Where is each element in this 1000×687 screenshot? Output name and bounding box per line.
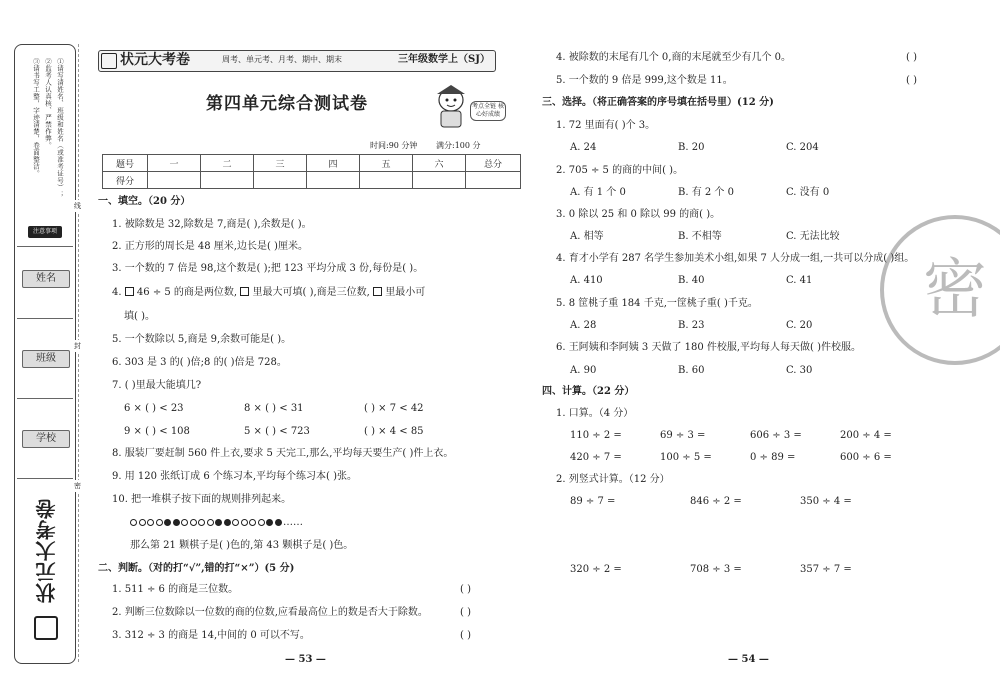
q7-item: ( ) × 4 < 85 [364, 426, 424, 437]
table-header-cell: 三 [254, 155, 307, 172]
choice-6: 6. 王阿姨和李阿姨 3 天做了 180 件校服,平均每人每天做( )件校服。 [556, 342, 862, 353]
sidebar-logo-text: 状元大考卷 [35, 498, 59, 603]
table-header-cell: 二 [201, 155, 254, 172]
white-piece-icon [241, 519, 248, 526]
blank-box-icon[interactable] [125, 287, 134, 296]
question-fill-2: 2. 正方形的周长是 48 厘米,边长是( )厘米。 [112, 241, 308, 252]
black-piece-icon [275, 519, 282, 526]
table-header-cell: 一 [148, 155, 201, 172]
white-piece-icon [207, 519, 214, 526]
sidebar-note-1: ①请写清姓名、班级和姓名（或准考证号）； [56, 58, 64, 198]
black-piece-icon [215, 519, 222, 526]
sidebar-logo [22, 498, 68, 648]
question-fill-9: 9. 用 120 张纸订成 6 个练习本,平均每个练习本( )张。 [112, 471, 358, 482]
calc-item: 420 ÷ 7 = [570, 452, 622, 463]
question-fill-5: 5. 一个数除以 5,商是 9,余数可能是( )。 [112, 334, 292, 345]
section-title-fill: 一、填空。（20 分） [98, 196, 191, 207]
chess-pieces [130, 517, 283, 528]
table-header-cell: 题号 [103, 155, 148, 172]
exam-time: 时间:90 分钟 [370, 141, 418, 150]
class-field-label: 班级 [22, 350, 70, 368]
q4-text-2: 里最大可填( ),商是三位数, [252, 287, 370, 298]
blank-box-icon[interactable] [373, 287, 382, 296]
calc-oral-title: 1. 口算。（4 分） [556, 408, 634, 419]
score-cell[interactable] [466, 172, 521, 189]
judge-5: 5. 一个数的 9 倍是 999,这个数是 11。 [556, 75, 733, 86]
question-fill-3: 3. 一个数的 7 倍是 98,这个数是( );把 123 平均分成 3 份,每份是( )。 [112, 263, 424, 274]
section-title-judge: 二、判断。（对的打“√”,错的打“×”）(5 分) [98, 563, 295, 574]
sidebar-divider [17, 398, 73, 399]
mascot-caption: 考点全链 核心好成绩 [470, 101, 506, 121]
choice-option: C. 30 [786, 365, 813, 376]
q4-text-1: 46 ÷ 5 的商是两位数, [136, 287, 238, 298]
choice-option: C. 没有 0 [786, 187, 830, 198]
white-piece-icon [139, 519, 146, 526]
white-piece-icon [198, 519, 205, 526]
section-title-calc: 四、计算。（22 分） [542, 386, 635, 397]
judge-3: 3. 312 ÷ 3 的商是 14,中间的 0 可以不写。 [112, 630, 310, 641]
choice-option: A. 有 1 个 0 [570, 187, 626, 198]
calc-item: 606 ÷ 3 = [750, 430, 802, 441]
calc-item: 0 ÷ 89 = [750, 452, 796, 463]
calc-item: 600 ÷ 6 = [840, 452, 892, 463]
question-fill-7: 7. ( )里最大能填几? [112, 380, 202, 391]
q4-text-3: 里最小可 [385, 287, 426, 298]
white-piece-icon [156, 519, 163, 526]
exam-score: 满分:100 分 [436, 141, 481, 150]
choice-option: C. 无法比较 [786, 231, 840, 242]
calc-item: 100 ÷ 5 = [660, 452, 712, 463]
score-table-header-row [103, 155, 521, 172]
answer-paren[interactable]: ( ) [906, 52, 917, 63]
calc-item: 200 ÷ 4 = [840, 430, 892, 441]
sidebar-note-2: ②监考人认真核、严禁作弊。 [44, 58, 52, 149]
score-cell[interactable] [307, 172, 360, 189]
white-piece-icon [181, 519, 188, 526]
q7-item: ( ) × 7 < 42 [364, 403, 424, 414]
score-table-row [103, 172, 521, 189]
table-header-cell: 五 [360, 155, 413, 172]
white-piece-icon [232, 519, 239, 526]
question-fill-6: 6. 303 是 3 的( )倍;8 的( )倍是 728。 [112, 357, 287, 368]
sidebar-note-3: ③请书写工整，字迹清楚，卷面整洁。 [32, 58, 40, 177]
blank-box-icon[interactable] [240, 287, 249, 296]
calc-item: 110 ÷ 2 = [570, 430, 622, 441]
judge-4: 4. 被除数的末尾有几个 0,商的末尾就至少有几个 0。 [556, 52, 791, 63]
score-table [102, 154, 521, 189]
cut-line [78, 44, 79, 662]
q7-item: 5 × ( ) < 723 [244, 426, 310, 437]
black-piece-icon [224, 519, 231, 526]
sidebar-divider [17, 478, 73, 479]
choice-option: A. 90 [570, 365, 597, 376]
notice-badge: 注意事项 [28, 226, 62, 238]
white-piece-icon [147, 519, 154, 526]
score-cell[interactable] [360, 172, 413, 189]
white-piece-icon [258, 519, 265, 526]
question-fill-10-b: 那么第 21 颗棋子是( )色的,第 43 颗棋子是( )色。 [130, 540, 354, 551]
pattern-ellipsis: …… [283, 517, 303, 528]
black-piece-icon [266, 519, 273, 526]
header-brand: 状元大考卷 [120, 52, 190, 68]
calc-item: 357 ÷ 7 = [800, 564, 852, 575]
choice-3: 3. 0 除以 25 和 0 除以 99 的商( )。 [556, 209, 721, 220]
calc-item: 708 ÷ 3 = [690, 564, 742, 575]
question-fill-1: 1. 被除数是 32,除数是 7,商是( ),余数是( )。 [112, 219, 312, 230]
header-tags: 周考、单元考、月考、期中、期末 [222, 55, 342, 64]
choice-option: B. 20 [678, 142, 705, 153]
header-grade: 三年级数学上（SJ） [398, 54, 490, 65]
sidebar-divider [17, 318, 73, 319]
calc-vertical-title: 2. 列竖式计算。（12 分） [556, 474, 670, 485]
sidebar-notes [18, 58, 72, 228]
white-piece-icon [249, 519, 256, 526]
black-piece-icon [173, 519, 180, 526]
sidebar-divider [17, 246, 73, 247]
score-cell[interactable] [254, 172, 307, 189]
choice-1: 1. 72 里面有( )个 3。 [556, 120, 656, 131]
choice-2: 2. 705 ÷ 5 的商的中间( )。 [556, 165, 684, 176]
judge-2: 2. 判断三位数除以一位数的商的位数,应看最高位上的数是否大于除数。 [112, 607, 428, 618]
choice-option: B. 23 [678, 320, 705, 331]
choice-option: A. 28 [570, 320, 597, 331]
score-cell[interactable] [413, 172, 466, 189]
page-number-left: — 53 — [285, 654, 326, 665]
answer-paren[interactable]: ( ) [460, 630, 471, 641]
page-number-right: — 54 — [728, 654, 769, 665]
table-header-cell: 六 [413, 155, 466, 172]
cut-label-line: 线 [74, 202, 81, 210]
q7-item: 8 × ( ) < 31 [244, 403, 304, 414]
calc-item: 89 ÷ 7 = [570, 496, 616, 507]
choice-option: C. 41 [786, 275, 813, 286]
chess-pattern [130, 517, 303, 529]
choice-option: A. 24 [570, 142, 597, 153]
calc-item: 350 ÷ 4 = [800, 496, 852, 507]
white-piece-icon [130, 519, 137, 526]
answer-paren[interactable]: ( ) [460, 607, 471, 618]
brand-icon [101, 53, 117, 69]
table-row-label: 得分 [103, 172, 148, 189]
calc-item: 320 ÷ 2 = [570, 564, 622, 575]
choice-4: 4. 育才小学有 287 名学生参加美术小组,如果 7 人分成一组,一共可以分成( )组。 [556, 253, 915, 264]
choice-option: B. 不相等 [678, 231, 722, 242]
q7-item: 6 × ( ) < 23 [124, 403, 184, 414]
cut-label-seal: 封 [74, 342, 81, 350]
table-header-cell: 四 [307, 155, 360, 172]
choice-option: C. 20 [786, 320, 813, 331]
cut-label-secret: 密 [74, 482, 81, 490]
page-title: 第四单元综合测试卷 [206, 94, 368, 114]
calc-item: 846 ÷ 2 = [690, 496, 742, 507]
choice-5: 5. 8 筐桃子重 184 千克,一筐桃子重( )千克。 [556, 298, 758, 309]
logo-mark-icon [34, 616, 58, 640]
confidential-stamp: 密 [880, 215, 1000, 365]
score-cell[interactable] [148, 172, 201, 189]
question-fill-10: 10. 把一堆棋子按下面的规则排列起来。 [112, 494, 292, 505]
choice-option: B. 有 2 个 0 [678, 187, 734, 198]
answer-paren[interactable]: ( ) [906, 75, 917, 86]
table-header-cell: 总分 [466, 155, 521, 172]
answer-paren[interactable]: ( ) [460, 584, 471, 595]
question-fill-4 [112, 287, 425, 299]
choice-option: A. 相等 [570, 231, 604, 242]
q7-item: 9 × ( ) < 108 [124, 426, 190, 437]
name-field-label: 姓名 [22, 270, 70, 288]
question-fill-4-cont: 填( )。 [124, 311, 155, 322]
score-cell[interactable] [201, 172, 254, 189]
choice-option: B. 60 [678, 365, 705, 376]
section-title-choice: 三、选择。（将正确答案的序号填在括号里）(12 分) [542, 97, 774, 108]
question-fill-8: 8. 服装厂要赶制 560 件上衣,要求 5 天完工,那么,平均每天要生产( )件上衣。 [112, 448, 454, 459]
calc-item: 69 ÷ 3 = [660, 430, 706, 441]
white-piece-icon [190, 519, 197, 526]
choice-option: A. 410 [570, 275, 603, 286]
q4-number: 4. [112, 287, 122, 298]
black-piece-icon [164, 519, 171, 526]
choice-option: C. 204 [786, 142, 819, 153]
mascot-icon [428, 82, 474, 130]
judge-1: 1. 511 ÷ 6 的商是三位数。 [112, 584, 239, 595]
school-field-label: 学校 [22, 430, 70, 448]
choice-option: B. 40 [678, 275, 705, 286]
